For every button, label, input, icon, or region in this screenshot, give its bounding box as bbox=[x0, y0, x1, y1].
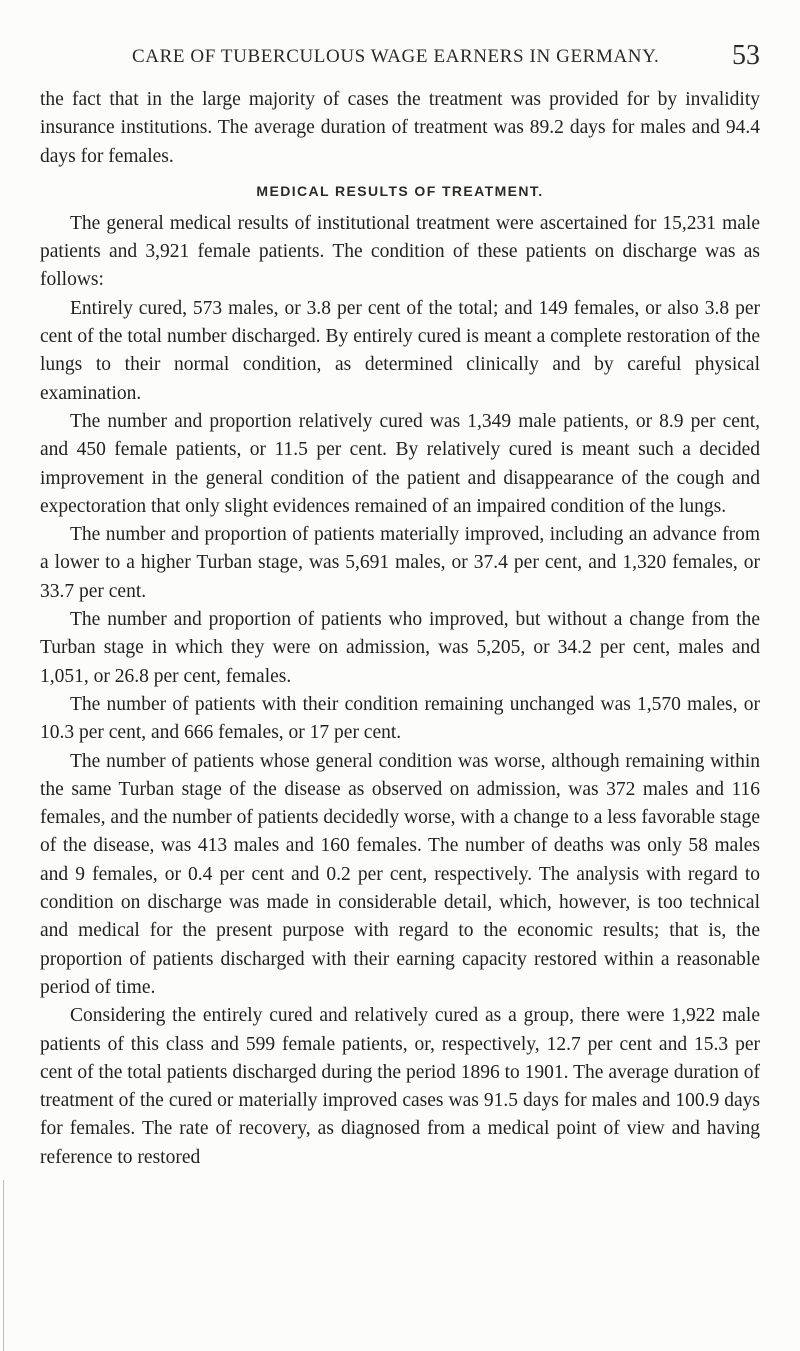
page-number: 53 bbox=[732, 40, 760, 71]
paragraph: The number of patients with their condition remaining unchanged was 1,570 males, or 10.3 per cent, and 666 females, or 17 per cent. bbox=[40, 693, 760, 744]
paragraph: The number of patients whose general condition was worse, although remaining within the same Turban stage of the disease as observed on admission, was 372 males and 116 females, and the number of patients decidedly worse, with a change to a less favorable stage of the disease, was 413 males and 160 females. The number of deaths was only 58 males and 9 females, or 0.4 per cent and 0.2 per cent, respectively. The analysis with regard to condition on discharge was made in considerable detail, which, however, is too technical and medical for the present purpose with regard to the economic results; that is, the proportion of patients discharged with their earning capacity restored within a reasonable period of time. bbox=[40, 750, 760, 998]
paragraph: The general medical results of institutional treatment were ascertained for 15,231 male patients and 3,921 female patients. The condition of these patients on discharge was as follows: bbox=[40, 212, 760, 291]
section-heading: MEDICAL RESULTS OF TREATMENT. bbox=[256, 182, 544, 199]
continuation-paragraph: the fact that in the large majority of cases the treatment was provided for by invalidity insurance institutions. The average duration of treatment was 89.2 days for males and 94.4 days for females. bbox=[40, 89, 760, 167]
running-title: CARE OF TUBERCULOUS WAGE EARNERS IN GERMANY. bbox=[132, 46, 660, 67]
running-head bbox=[40, 40, 760, 80]
body-text bbox=[40, 86, 760, 1172]
margin-rule bbox=[3, 1180, 4, 1351]
paragraph: The number and proportion of patients who improved, but without a change from the Turban stage in which they were on admission, was 5,205, or 34.2 per cent, males and 1,051, or 26.8 per cent, females. bbox=[40, 609, 760, 687]
paragraph: The number and proportion relatively cured was 1,349 male patients, or 8.9 per cent, and 450 female patients, or 11.5 per cent. By relatively cured is meant such a decided improvement in the general condition of the patient and disappearance of the cough and expectoration that only slight evidences remained of an impaired condition of the lungs. bbox=[40, 410, 760, 517]
paragraph: The number and proportion of patients materially improved, including an advance from a lower to a higher Turban stage, was 5,691 males, or 37.4 per cent, and 1,320 females, or 33.7 per cent. bbox=[40, 524, 760, 602]
paragraph: Entirely cured, 573 males, or 3.8 per cent of the total; and 149 females, or also 3.8 per cent of the total number discharged. By entirely cured is meant a complete restoration of the lungs to their normal condition, as determined clinically and by careful physical examination. bbox=[40, 297, 760, 404]
paragraph: Considering the entirely cured and relatively cured as a group, there were 1,922 male patients of this class and 599 female patients, or, respectively, 12.7 per cent and 15.3 per cent of the total patients discharged during the period 1896 to 1901. The average duration of treatment of the cured or materially improved cases was 91.5 days for males and 100.9 days for females. The rate of recovery, as diagnosed from a medical point of view and having reference to restored bbox=[40, 1005, 760, 1168]
